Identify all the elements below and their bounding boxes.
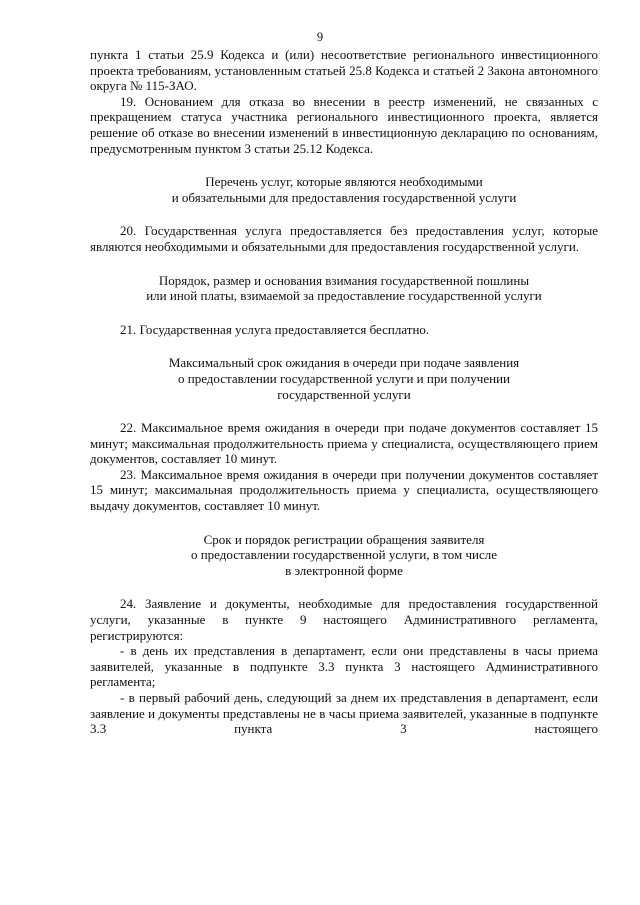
paragraph: пункта 1 статьи 25.9 Кодекса и (или) несоответствие регионального инвестиционного проекта требованиям, установленным статьей 25.8 Кодекса и статьей 2 Закона автономного округа № 115-ЗАО.	[90, 47, 598, 94]
section-heading-line: и обязательными для предоставления государственной услуги	[171, 189, 517, 205]
section-heading-line: о предоставлении государственной услуги, в том числе	[190, 547, 498, 563]
paragraph: - в первый рабочий день, следующий за днем их представления в департамент, если заявление и документы представлены не в часы приема заявителей, указанные в подпункте 3.3 пункта 3 настоящего	[90, 690, 598, 737]
section-heading	[90, 355, 598, 402]
section-heading-line: государственной услуги	[277, 386, 411, 402]
paragraph: 24. Заявление и документы, необходимые для предоставления государственной услуги, указанные в пункте 9 настоящего Административного регламента, регистрируются:	[90, 596, 598, 643]
document-body	[90, 47, 598, 737]
section-heading	[90, 273, 598, 304]
paragraph: 22. Максимальное время ожидания в очереди при подаче документов составляет 15 минут; максимальная продолжительность приема у специалиста, осуществляющего прием документов, составляет 10 минут.	[90, 420, 598, 467]
section-heading-line: или иной платы, взимаемой за предоставление государственной услуги	[146, 288, 542, 304]
paragraph: 23. Максимальное время ожидания в очереди при получении документов составляет 15 минут; максимальная продолжительность приема у специалиста, осуществляющего выдачу документов, составляет 10 минут.	[90, 466, 598, 514]
paragraph: 20. Государственная услуга предоставляется без предоставления услуг, которые являются необходимыми и обязательными для предоставления государственной услуги.	[90, 223, 598, 254]
section-heading	[90, 532, 598, 579]
paragraph: 21. Государственная услуга предоставляется бесплатно.	[120, 321, 430, 337]
section-heading	[90, 174, 598, 205]
section-heading-line: в электронной форме	[285, 562, 403, 578]
section-heading-line: Срок и порядок регистрации обращения заявителя	[203, 531, 485, 547]
section-heading-line: Перечень услуг, которые являются необходимыми	[205, 174, 483, 190]
section-heading-line: Максимальный срок ожидания в очереди при подаче заявления	[168, 355, 520, 371]
section-heading-line: Порядок, размер и основания взимания государственной пошлины	[158, 272, 530, 288]
section-heading-line: о предоставлении государственной услуги и при получении	[178, 370, 510, 386]
paragraph: 19. Основанием для отказа во внесении в реестр изменений, не связанных с прекращением статуса участника регионального инвестиционного проекта, является решение об отказе во внесении изменений в инвестиционную декларацию по основаниям, предусмотренным пунктом 3 статьи 25.12 Кодекса.	[90, 93, 598, 156]
paragraph: - в день их представления в департамент, если они представлены в часы приема заявителей, указанные в подпункте 3.3 пункта 3 настоящего Административного регламента;	[90, 643, 598, 690]
page-number: 9	[316, 30, 324, 44]
